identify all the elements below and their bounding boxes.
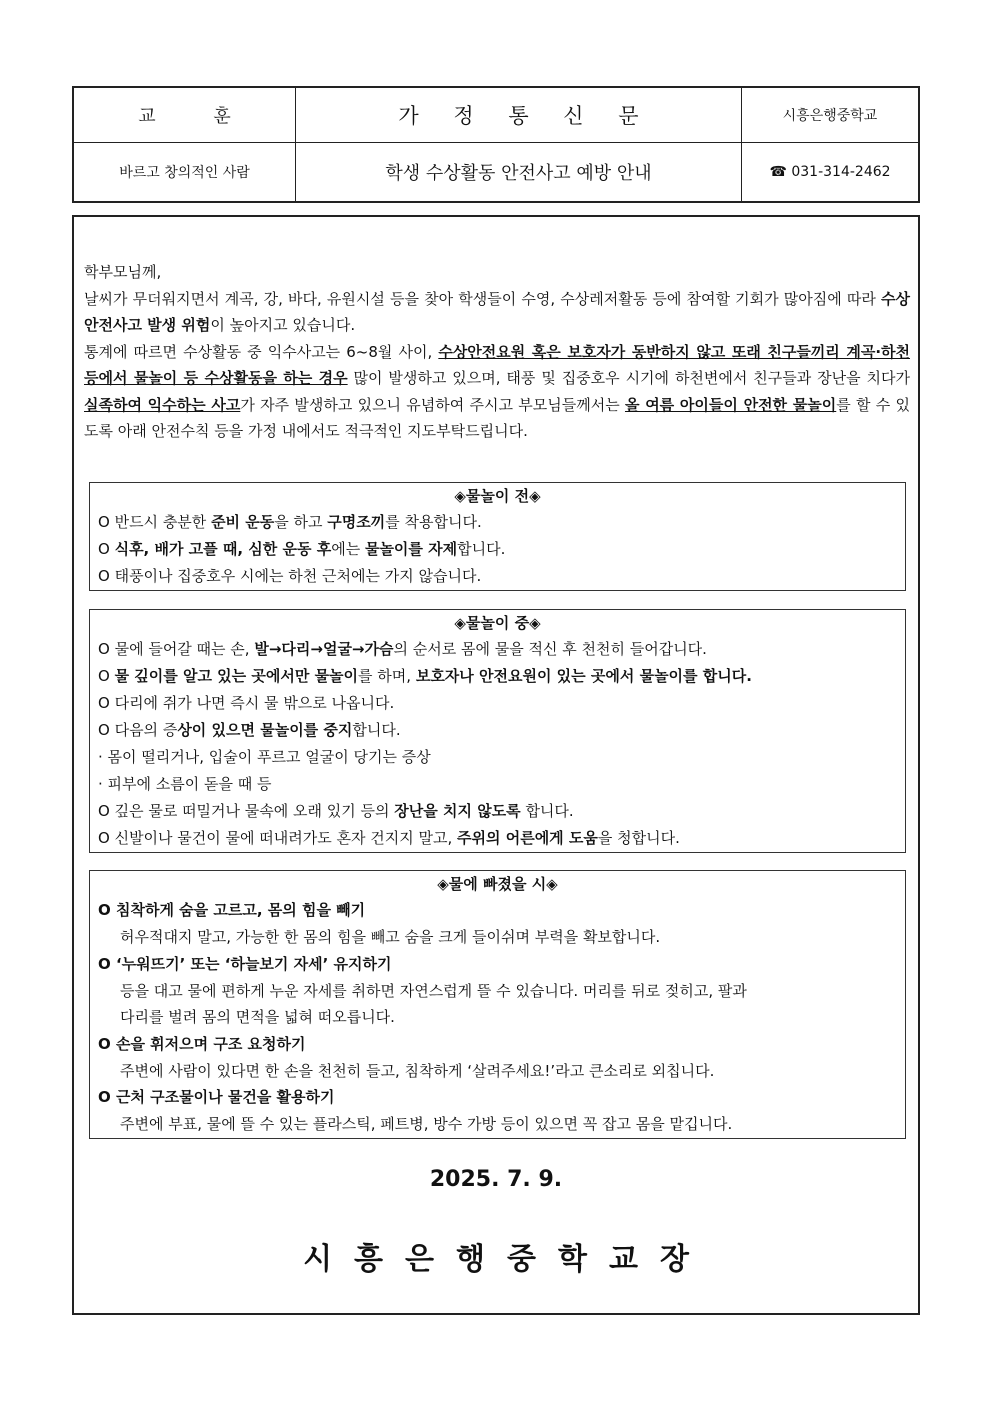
header-table (72, 86, 920, 203)
intro-paragraph-1: 날씨가 무더워지면서 계곡, 강, 바다, 유원시설 등을 찾아 학생들이 수영, 수상레저활동 등에 참여할 기회가 많아짐에 따라 수상 안전사고 발생 위험이 높아지고 있습니다. (84, 289, 910, 334)
subject-cell (296, 142, 742, 202)
school-name: 시흥은행중학교 (782, 108, 878, 124)
section-title: ◈물에 빠졌을 시◈ (437, 875, 558, 893)
school-cell (742, 88, 918, 142)
motto-cell (74, 142, 296, 202)
list-item: · 피부에 소름이 돋을 때 등 (98, 775, 272, 793)
list-item: O 태풍이나 집중호우 시에는 하천 근처에는 가지 않습니다. (98, 567, 482, 585)
notice-subject: 학생 수상활동 안전사고 예방 안내 (385, 163, 652, 184)
list-item: O 깊은 물로 떠밀거나 물속에 오래 있기 등의 장난을 치지 않도록 합니다. (98, 802, 574, 820)
section-title: ◈물놀이 전◈ (454, 487, 541, 505)
greeting: 학부모님께, (84, 263, 162, 281)
list-item-detail: 주변에 사람이 있다면 한 손을 천천히 들고, 침착하게 ‘살려주세요!’라고 큰소리로 외칩니다. (120, 1061, 715, 1080)
list-item: · 몸이 떨리거나, 입술이 푸르고 얼굴이 당기는 증상 (98, 748, 431, 766)
phone-cell (742, 142, 918, 202)
list-item: O 물에 들어갈 때는 손, 발→다리→얼굴→가슴의 순서로 몸에 물을 적신 후 천천히 들어갑니다. (98, 640, 707, 658)
school-motto: 바르고 창의적인 사람 (119, 165, 250, 181)
list-item: O 다음의 증상이 있으면 물놀이를 중지합니다. (98, 721, 401, 739)
list-item-heading: O 손을 휘저으며 구조 요청하기 (98, 1034, 306, 1053)
list-item-detail: 허우적대지 말고, 가능한 한 몸의 힘을 빼고 숨을 크게 들이쉬며 부력을 확보합니다. (120, 928, 661, 946)
section-during-swimming (89, 609, 906, 853)
list-item: O 반드시 충분한 준비 운동을 하고 구명조끼를 착용합니다. (98, 513, 482, 531)
section-title: ◈물놀이 중◈ (454, 614, 541, 632)
intro-text (84, 259, 910, 445)
motto-heading: 교 훈 (138, 106, 257, 127)
phone-number: 031-314-2462 (791, 164, 891, 180)
list-item: O 식후, 배가 고플 때, 심한 운동 후에는 물놀이를 자제합니다. (98, 540, 506, 558)
list-item-detail: 등을 대고 물에 편하게 누운 자세를 취하면 자연스럽게 뜰 수 있습니다. 머리를 뒤로 젖히고, 팔과 (120, 981, 747, 1000)
notice-body (72, 215, 920, 1315)
list-item-heading: O 근처 구조물이나 물건을 활용하기 (98, 1088, 335, 1106)
doc-type-title: 가 정 통 신 문 (398, 104, 653, 128)
section-before-swimming (89, 482, 906, 591)
doc-type-cell (296, 88, 742, 142)
principal-signature: 시흥은행중학교장 (303, 1242, 711, 1277)
list-item: O 신발이나 물건이 물에 떠내려가도 혼자 건지지 말고, 주위의 어른에게 도움을 청합니다. (98, 829, 680, 847)
list-item-heading: O ‘누워뜨기’ 또는 ‘하늘보기 자세’ 유지하기 (98, 954, 392, 973)
intro-paragraph-2: 통계에 따르면 수상활동 중 익수사고는 6~8월 사이, 수상안전요원 혹은 보호자가 동반하지 않고 또래 친구들끼리 계곡·하천 등에서 물놀이 등 수상활동을 하는 경우 많이 발생하고 있으며, 태풍 및 집중호우 시기에 하천변에서 친구들과 장난을 치다가 실족하여 익수하는 사고가 자주 발생하고 있으니 유념하여 주시고 부모님들께서는 올 여름 아이들이 안전한 물놀이를 할 수 있도록 아래 안전수칙 등을 가정 내에서도 적극적인 지도부탁드립니다. (84, 342, 911, 440)
motto-heading-cell (74, 88, 296, 142)
list-item: O 다리에 쥐가 나면 즉시 물 밖으로 나옵니다. (98, 694, 395, 712)
notice-date: 2025. 7. 9. (429, 1167, 563, 1192)
phone-icon: ☎ (769, 164, 787, 180)
list-item-detail: 다리를 벌려 몸의 면적을 넓혀 떠오릅니다. (120, 1008, 395, 1026)
list-item: O 물 깊이를 알고 있는 곳에서만 물놀이를 하며, 보호자나 안전요원이 있는 곳에서 물놀이를 합니다. (98, 667, 752, 685)
list-item-heading: O 침착하게 숨을 고르고, 몸의 힘을 빼기 (98, 901, 366, 919)
list-item-detail: 주변에 부표, 물에 뜰 수 있는 플라스틱, 페트병, 방수 가방 등이 있으면 꼭 잡고 몸을 맡깁니다. (120, 1115, 733, 1133)
section-if-fallen-in-water (89, 870, 906, 1139)
